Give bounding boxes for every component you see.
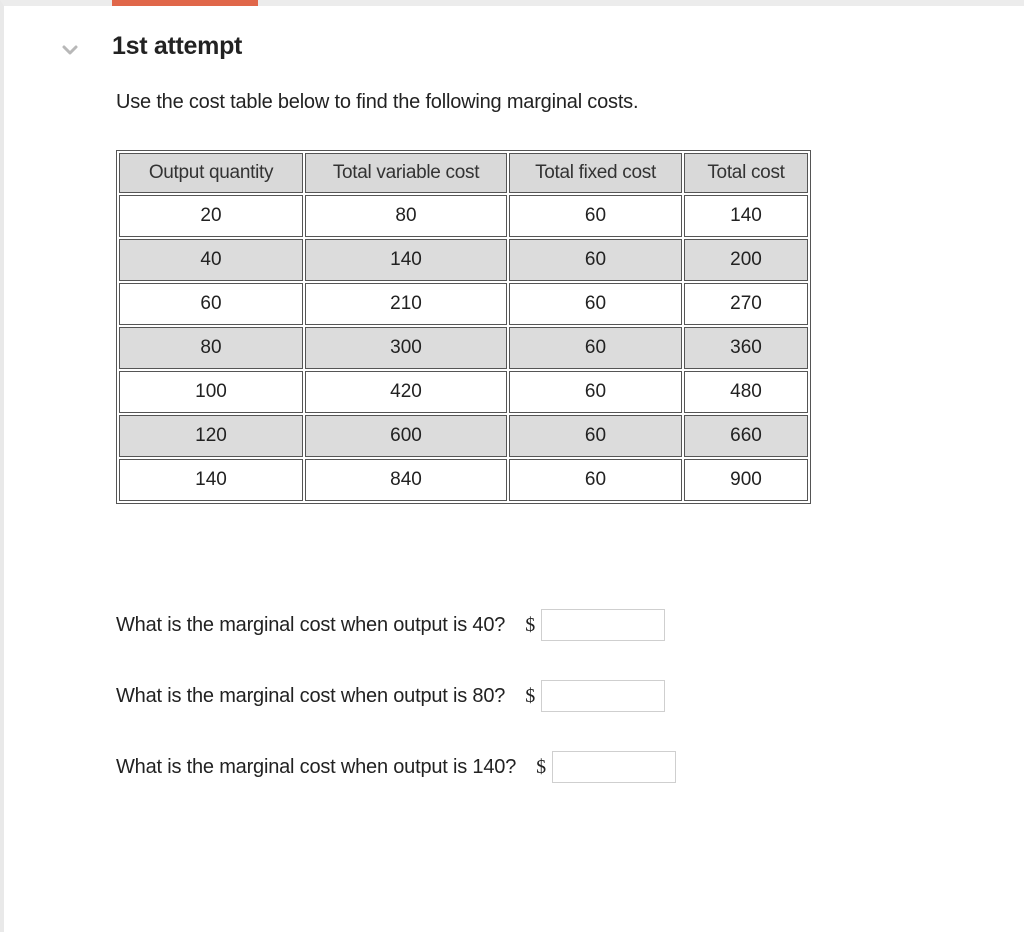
instructions-text: Use the cost table below to find the following marginal costs. [116,91,639,113]
table-row [119,415,808,457]
question-text: What is the marginal cost when output is 140? [116,755,517,778]
answer-input-mc-40[interactable] [541,609,665,641]
question-mc-40 [116,609,665,641]
cell-total-variable-cost: 600 [305,415,507,457]
answer-input-mc-140[interactable] [552,751,676,783]
cell-output-quantity: 140 [119,459,303,501]
table-row [119,195,808,237]
table-header-row [119,153,808,193]
question-text: What is the marginal cost when output is 80? [116,684,506,707]
cell-total-cost: 660 [684,415,808,457]
cell-total-fixed-cost: 60 [509,239,682,281]
cell-total-fixed-cost: 60 [509,415,682,457]
cell-output-quantity: 60 [119,283,303,325]
cell-total-cost: 360 [684,327,808,369]
cell-output-quantity: 80 [119,327,303,369]
currency-symbol: $ [536,755,546,778]
cell-total-cost: 200 [684,239,808,281]
header-output-quantity: Output quantity [119,153,303,193]
cell-output-quantity: 40 [119,239,303,281]
cell-output-quantity: 20 [119,195,303,237]
answer-input-mc-80[interactable] [541,680,665,712]
cell-total-variable-cost: 300 [305,327,507,369]
cell-total-variable-cost: 420 [305,371,507,413]
header-total-variable-cost: Total variable cost [305,153,507,193]
cell-total-variable-cost: 210 [305,283,507,325]
cell-total-cost: 270 [684,283,808,325]
chevron-down-icon[interactable] [60,40,80,60]
cell-total-cost: 140 [684,195,808,237]
cell-total-fixed-cost: 60 [509,195,682,237]
table-row [119,371,808,413]
question-mc-140 [116,751,676,783]
header-total-fixed-cost: Total fixed cost [509,153,682,193]
cell-total-fixed-cost: 60 [509,371,682,413]
table-row [119,239,808,281]
currency-symbol: $ [525,684,536,707]
table-row [119,283,808,325]
attempt-title: 1st attempt [112,32,243,60]
accent-bar [112,0,258,6]
cell-total-fixed-cost: 60 [509,459,682,501]
cell-total-variable-cost: 140 [305,239,507,281]
header-total-cost: Total cost [684,153,808,193]
currency-symbol: $ [525,613,536,636]
question-text: What is the marginal cost when output is 40? [116,613,506,636]
table-row [119,327,808,369]
cost-table [116,150,811,504]
cell-total-fixed-cost: 60 [509,327,682,369]
table-row [119,459,808,501]
cell-total-variable-cost: 80 [305,195,507,237]
cell-total-cost: 480 [684,371,808,413]
cell-total-fixed-cost: 60 [509,283,682,325]
cell-output-quantity: 100 [119,371,303,413]
cell-output-quantity: 120 [119,415,303,457]
cell-total-cost: 900 [684,459,808,501]
question-mc-80 [116,680,665,712]
cell-total-variable-cost: 840 [305,459,507,501]
